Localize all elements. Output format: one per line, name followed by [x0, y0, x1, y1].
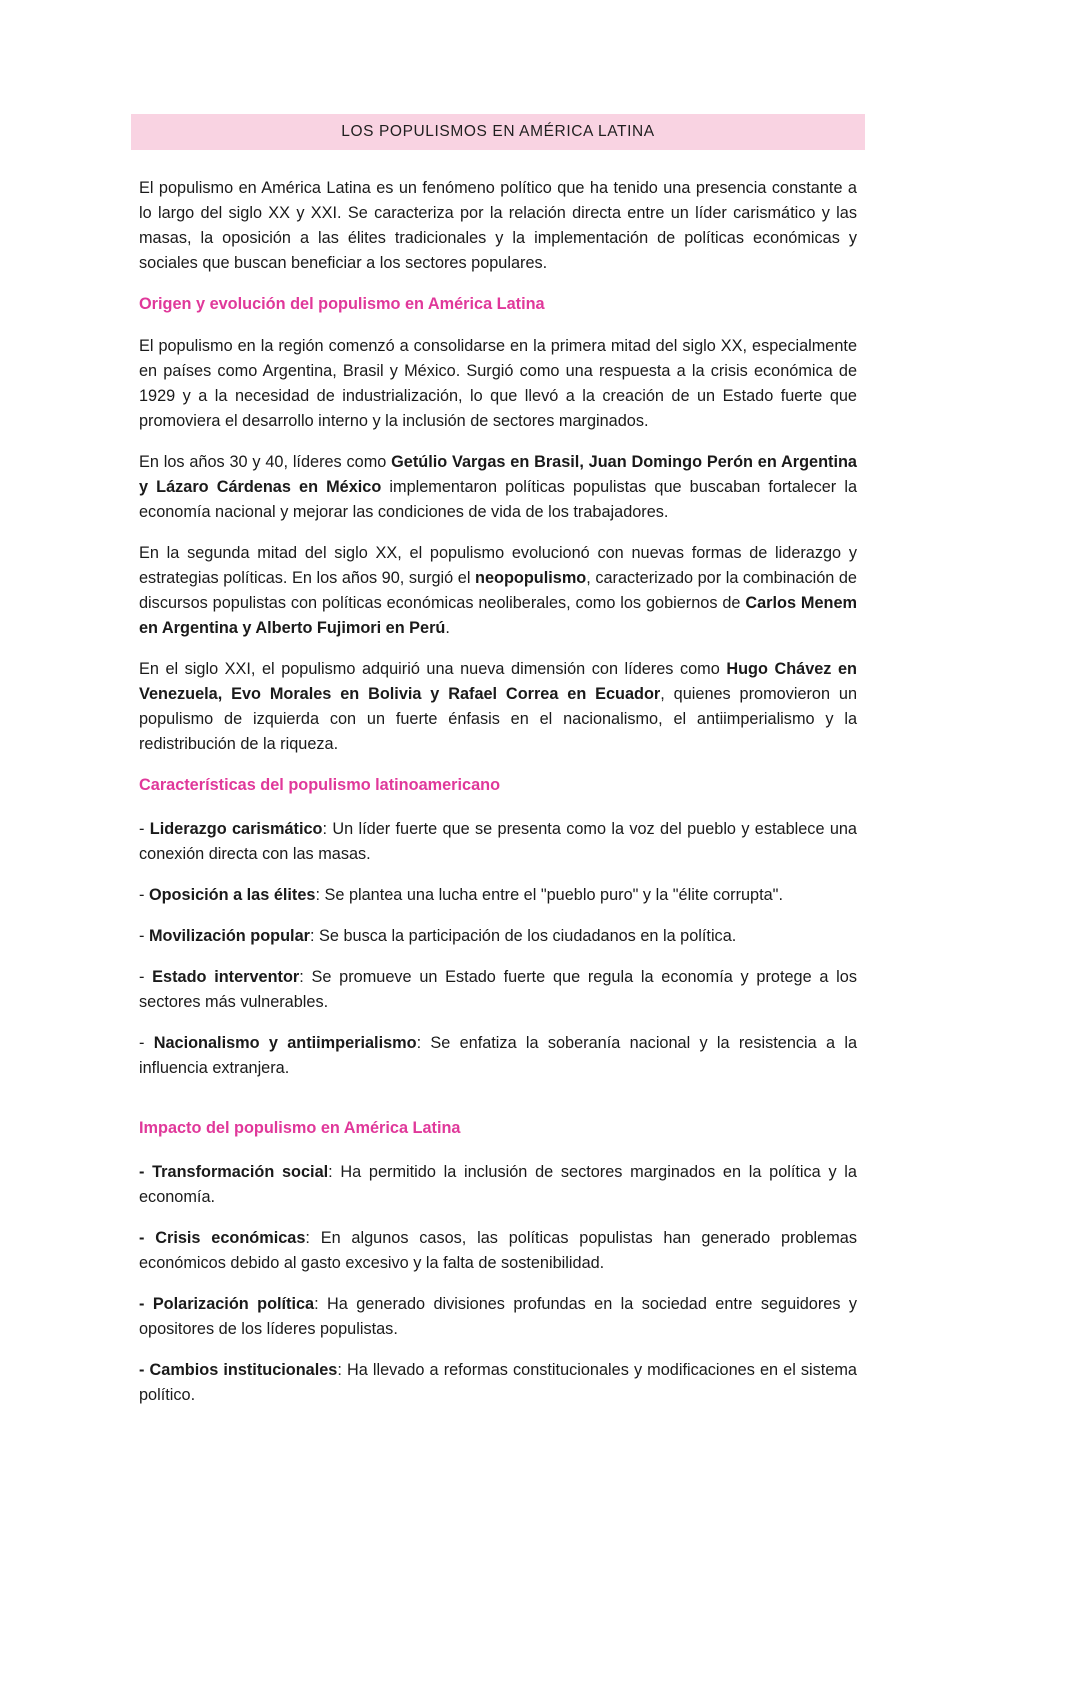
list-term: - Polarización política — [139, 1295, 315, 1313]
bold-text-run: Hugo Chávez en Venezuela, Evo Morales en Bolivia y Rafael Correa en Ecuador — [139, 660, 857, 703]
list-term: - Crisis económicas — [139, 1229, 306, 1247]
list-term: Estado interventor — [152, 968, 300, 986]
list-dash: - — [139, 968, 153, 986]
list-item — [139, 1031, 857, 1081]
list-item — [139, 965, 857, 1015]
list-dash: - — [139, 927, 149, 945]
list-item — [139, 1292, 857, 1342]
list-dash: - — [139, 1034, 154, 1052]
paragraph-origen-4 — [139, 657, 857, 757]
list-term: Movilización popular — [148, 927, 310, 945]
list-term: Liderazgo carismático — [149, 820, 323, 838]
paragraph-origen-2 — [139, 450, 857, 525]
list-item — [139, 1226, 857, 1276]
list-text: : En algunos casos, las políticas populistas han generado problemas económicos debido al gasto excesivo y la falta de sostenibilidad. — [139, 1229, 857, 1272]
list-term: - Transformación social — [139, 1163, 329, 1181]
list-item — [139, 1160, 857, 1210]
bold-text-run: neopopulismo — [475, 569, 587, 587]
list-term: - Cambios institucionales — [139, 1361, 338, 1379]
list-text: : Se plantea una lucha entre el "pueblo puro" y la "élite corrupta". — [315, 886, 783, 904]
list-term: Nacionalismo y antiimperialismo — [153, 1034, 417, 1052]
section-heading-caracteristicas: Características del populismo latinoamericano — [139, 776, 501, 794]
list-text: : Se busca la participación de los ciudadanos en la política. — [309, 927, 737, 945]
list-dash: - — [139, 886, 149, 904]
list-text: : Ha generado divisiones profundas en la sociedad entre seguidores y opositores de los líderes populistas. — [139, 1295, 858, 1338]
list-item — [139, 1358, 857, 1408]
text-run: , quienes promovieron un populismo de izquierda con un fuerte énfasis en el nacionalismo, el antiimperialismo y la redistribución de la riqueza. — [139, 685, 858, 753]
intro-paragraph: El populismo en América Latina es un fenómeno político que ha tenido una presencia constante a lo largo del siglo XX y XXI. Se caracteriza por la relación directa entre un líder carismático y las masas, la oposición a las élites tradicionales y la implementación de políticas económicas y sociales que buscan beneficiar a los sectores populares. — [139, 179, 857, 272]
list-text: : Ha permitido la inclusión de sectores marginados en la política y la economía. — [139, 1163, 857, 1206]
title-banner — [131, 114, 865, 150]
list-item — [139, 883, 857, 908]
list-text: : Ha llevado a reformas constitucionales y modificaciones en el sistema político. — [139, 1361, 857, 1404]
paragraph-origen-3 — [139, 541, 857, 641]
list-dash: - — [139, 820, 150, 838]
list-item — [139, 924, 857, 949]
document-body — [139, 176, 857, 1408]
list-text: : Se enfatiza la soberanía nacional y la resistencia a la influencia extranjera. — [139, 1034, 857, 1077]
list-term: Oposición a las élites — [148, 886, 316, 904]
text-run: En la segunda mitad del siglo XX, el populismo evolucionó con nuevas formas de liderazgo y estrategias políticas. En los años 90, surgió el — [139, 544, 857, 587]
list-text: : Un líder fuerte que se presenta como la voz del pueblo y establece una conexión directa con las masas. — [139, 820, 857, 863]
section-heading-impacto: Impacto del populismo en América Latina — [139, 1119, 461, 1137]
text-run: En los años 30 y 40, líderes como — [139, 453, 392, 471]
text-run: En el siglo XXI, el populismo adquirió una nueva dimensión con líderes como — [139, 660, 727, 678]
text-run: . — [445, 619, 450, 637]
list-text: : Se promueve un Estado fuerte que regula la economía y protege a los sectores más vulnerables. — [139, 968, 857, 1011]
text-run: implementaron políticas populistas que buscaban fortalecer la economía nacional y mejorar las condiciones de vida de los trabajadores. — [139, 478, 857, 521]
paragraph-origen-1: El populismo en la región comenzó a consolidarse en la primera mitad del siglo XX, especialmente en países como Argentina, Brasil y México. Surgió como una respuesta a la crisis económica de 1929 y a la necesidad de industrialización, lo que llevó a la creación de un Estado fuerte que promoviera el desarrollo interno y la inclusión de sectores marginados. — [139, 337, 857, 430]
text-run: , caracterizado por la combinación de discursos populistas con políticas económicas neoliberales, como los gobiernos de — [139, 569, 857, 612]
bold-text-run: Carlos Menem en Argentina y Alberto Fujimori en Perú — [139, 594, 857, 637]
bold-text-run: Getúlio Vargas en Brasil, Juan Domingo Perón en Argentina y Lázaro Cárdenas en México — [139, 453, 857, 496]
document-title: LOS POPULISMOS EN AMÉRICA LATINA — [341, 123, 655, 140]
list-item — [139, 817, 857, 867]
section-heading-origen: Origen y evolución del populismo en América Latina — [139, 295, 545, 313]
